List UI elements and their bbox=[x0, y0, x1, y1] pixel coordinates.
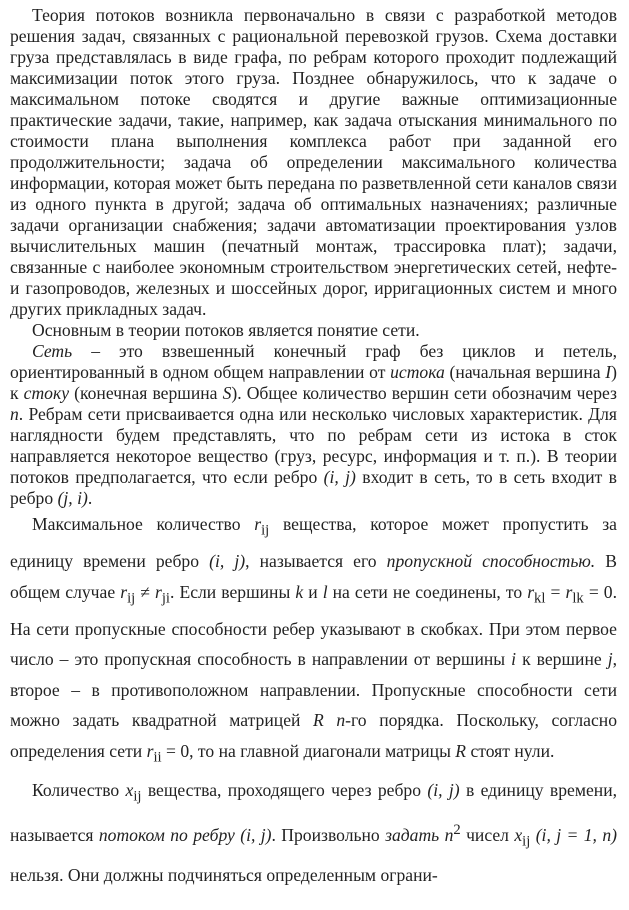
math-symbol: n bbox=[336, 710, 346, 731]
subscript: kl bbox=[534, 590, 546, 607]
text-run: в единицу времени, называется bbox=[10, 779, 618, 845]
math-symbol: (i, j) bbox=[240, 824, 272, 845]
text-run: (начальная вершина bbox=[444, 362, 606, 382]
text-run: вещества, которое может пропустить за единицу времени ребро bbox=[10, 514, 617, 572]
text-run: (конечная вершина bbox=[69, 383, 223, 403]
text-run: ). Общее количество вершин сети обозначим через bbox=[231, 383, 617, 403]
math-symbol: l bbox=[322, 581, 328, 602]
math-symbol: (i, j) bbox=[209, 551, 246, 572]
math-symbol: (j, i) bbox=[57, 488, 88, 508]
subscript: ji bbox=[161, 590, 171, 607]
text-run: Основным в теории потоков является понятие сети. bbox=[32, 320, 420, 340]
text-run: = bbox=[545, 581, 566, 602]
math-symbol: S bbox=[222, 383, 232, 403]
math-symbol: (i, j) bbox=[427, 779, 460, 800]
text-run: к вершине bbox=[516, 649, 608, 670]
text-run: стоят нули. bbox=[466, 740, 555, 761]
text-run: . Если вершины bbox=[170, 581, 296, 602]
subscript: ij bbox=[133, 788, 142, 805]
text-run bbox=[324, 710, 337, 730]
text-run: В общем случае bbox=[10, 551, 617, 602]
text-run: -го порядка. Поскольку, согласно определения сети bbox=[10, 710, 617, 761]
text-run: = 0. На сети пропускные способности ребер указывают в скобках. При этом первое число – это пропускная способность в направлении от вершины bbox=[10, 581, 617, 670]
italic-term: истока bbox=[390, 362, 445, 382]
subscript: ij bbox=[127, 590, 136, 607]
text-run: . Произвольно bbox=[271, 824, 386, 845]
paragraph-intro bbox=[10, 5, 617, 320]
math-symbol: i bbox=[511, 649, 517, 670]
italic-term: Сеть bbox=[32, 341, 73, 361]
math-symbol: x bbox=[125, 779, 134, 800]
italic-term: стоку bbox=[23, 383, 70, 403]
text-run: Количество bbox=[32, 779, 126, 800]
math-symbol: r bbox=[254, 514, 262, 534]
math-symbol: R bbox=[313, 710, 324, 731]
math-symbol: x bbox=[514, 824, 523, 845]
math-symbol: R bbox=[455, 740, 467, 761]
text-run: Теория потоков возникла первоначально в связи с разработкой методов решения задач, связанных с рациональной перевозкой грузов. Схема доставки груза представлялась в виде графа, по ребрам которого проходит подлежащий максимизации поток этого груза. Позднее обнаружилось, что к задаче о максимальном потоке сводятся и другие важные оптимизационные практические задачи, такие, например, как задача отыскания минимального по стоимости плана выполнения комплекса работ при заданной его продолжительности; задача об определении максимального количества информации, которая может быть передана по разветвленной сети каналов связи из одного пункта в другой; задача об оптимальных назначениях; различные задачи организации снабжения; задачи автоматизации проектирования узлов вычислительных машин (печатный монтаж, трассировка плат); задачи, связанные с наиболее экономным строительством энергетических сетей, нефте- и газопроводов, железных и шоссейных дорог, ирригационных систем и много других прикладных задач. bbox=[10, 5, 617, 319]
paragraph-network-definition bbox=[10, 341, 617, 509]
math-symbol: r bbox=[120, 581, 128, 602]
italic-term: потоком по ребру bbox=[98, 824, 235, 845]
math-symbol: I bbox=[605, 362, 612, 382]
math-symbol: k bbox=[295, 581, 304, 602]
italic-term: пропускной способностью. bbox=[386, 551, 596, 572]
math-symbol: (i, j) bbox=[323, 467, 356, 487]
math-symbol: n bbox=[444, 824, 454, 845]
math-symbol: (i, j = 1, n) bbox=[535, 824, 617, 845]
superscript: 2 bbox=[453, 822, 461, 839]
paragraph-edge-flow bbox=[10, 773, 617, 893]
text-run: ) к bbox=[10, 362, 617, 403]
text-run: Максимальное количество bbox=[32, 514, 255, 534]
paragraph-capacity bbox=[10, 509, 617, 773]
text-run: = 0, то на главной диагонали матрицы bbox=[161, 740, 456, 761]
text-run: . bbox=[87, 488, 93, 508]
text-run: . Ребрам сети присваивается одна или несколько числовых характеристик. Для наглядности будем представлять, что по ребрам сети из истока в сток направляется некоторое вещество (груз, ресурс, информация и т. п.). В теории потоков предполагается, что если ребро bbox=[10, 404, 617, 487]
italic-term: задать bbox=[385, 824, 440, 845]
math-symbol: r bbox=[155, 581, 162, 602]
subscript: ii bbox=[153, 749, 162, 766]
text-run: входит в сеть, то в сеть входит в ребро bbox=[10, 467, 617, 508]
text-run: на сети не соединены, то bbox=[327, 581, 528, 602]
text-run: вещества, проходящего через ребро bbox=[141, 779, 428, 800]
text-run: ≠ bbox=[135, 581, 155, 602]
math-symbol: j bbox=[607, 649, 613, 670]
subscript: ij bbox=[261, 522, 270, 539]
math-symbol: r bbox=[527, 581, 535, 602]
subscript: ij bbox=[522, 833, 531, 850]
math-symbol: r bbox=[146, 740, 154, 761]
math-symbol: n bbox=[10, 404, 19, 424]
paragraph-network-concept bbox=[10, 320, 617, 341]
text-run: , называется его bbox=[245, 551, 387, 572]
text-run: и bbox=[303, 581, 323, 602]
text-run: чисел bbox=[460, 824, 515, 845]
text-run: , второе – в противоположном направлении. Пропускные способности сети можно задать квадратной матрицей bbox=[10, 649, 617, 731]
text-run: – это взвешенный конечный граф без циклов и петель, ориентированный в одном общем направлении от bbox=[10, 341, 617, 382]
text-run: нельзя. Они должны подчиняться определенным ограни- bbox=[10, 865, 438, 886]
math-symbol: r bbox=[565, 581, 573, 602]
subscript: lk bbox=[572, 590, 584, 607]
